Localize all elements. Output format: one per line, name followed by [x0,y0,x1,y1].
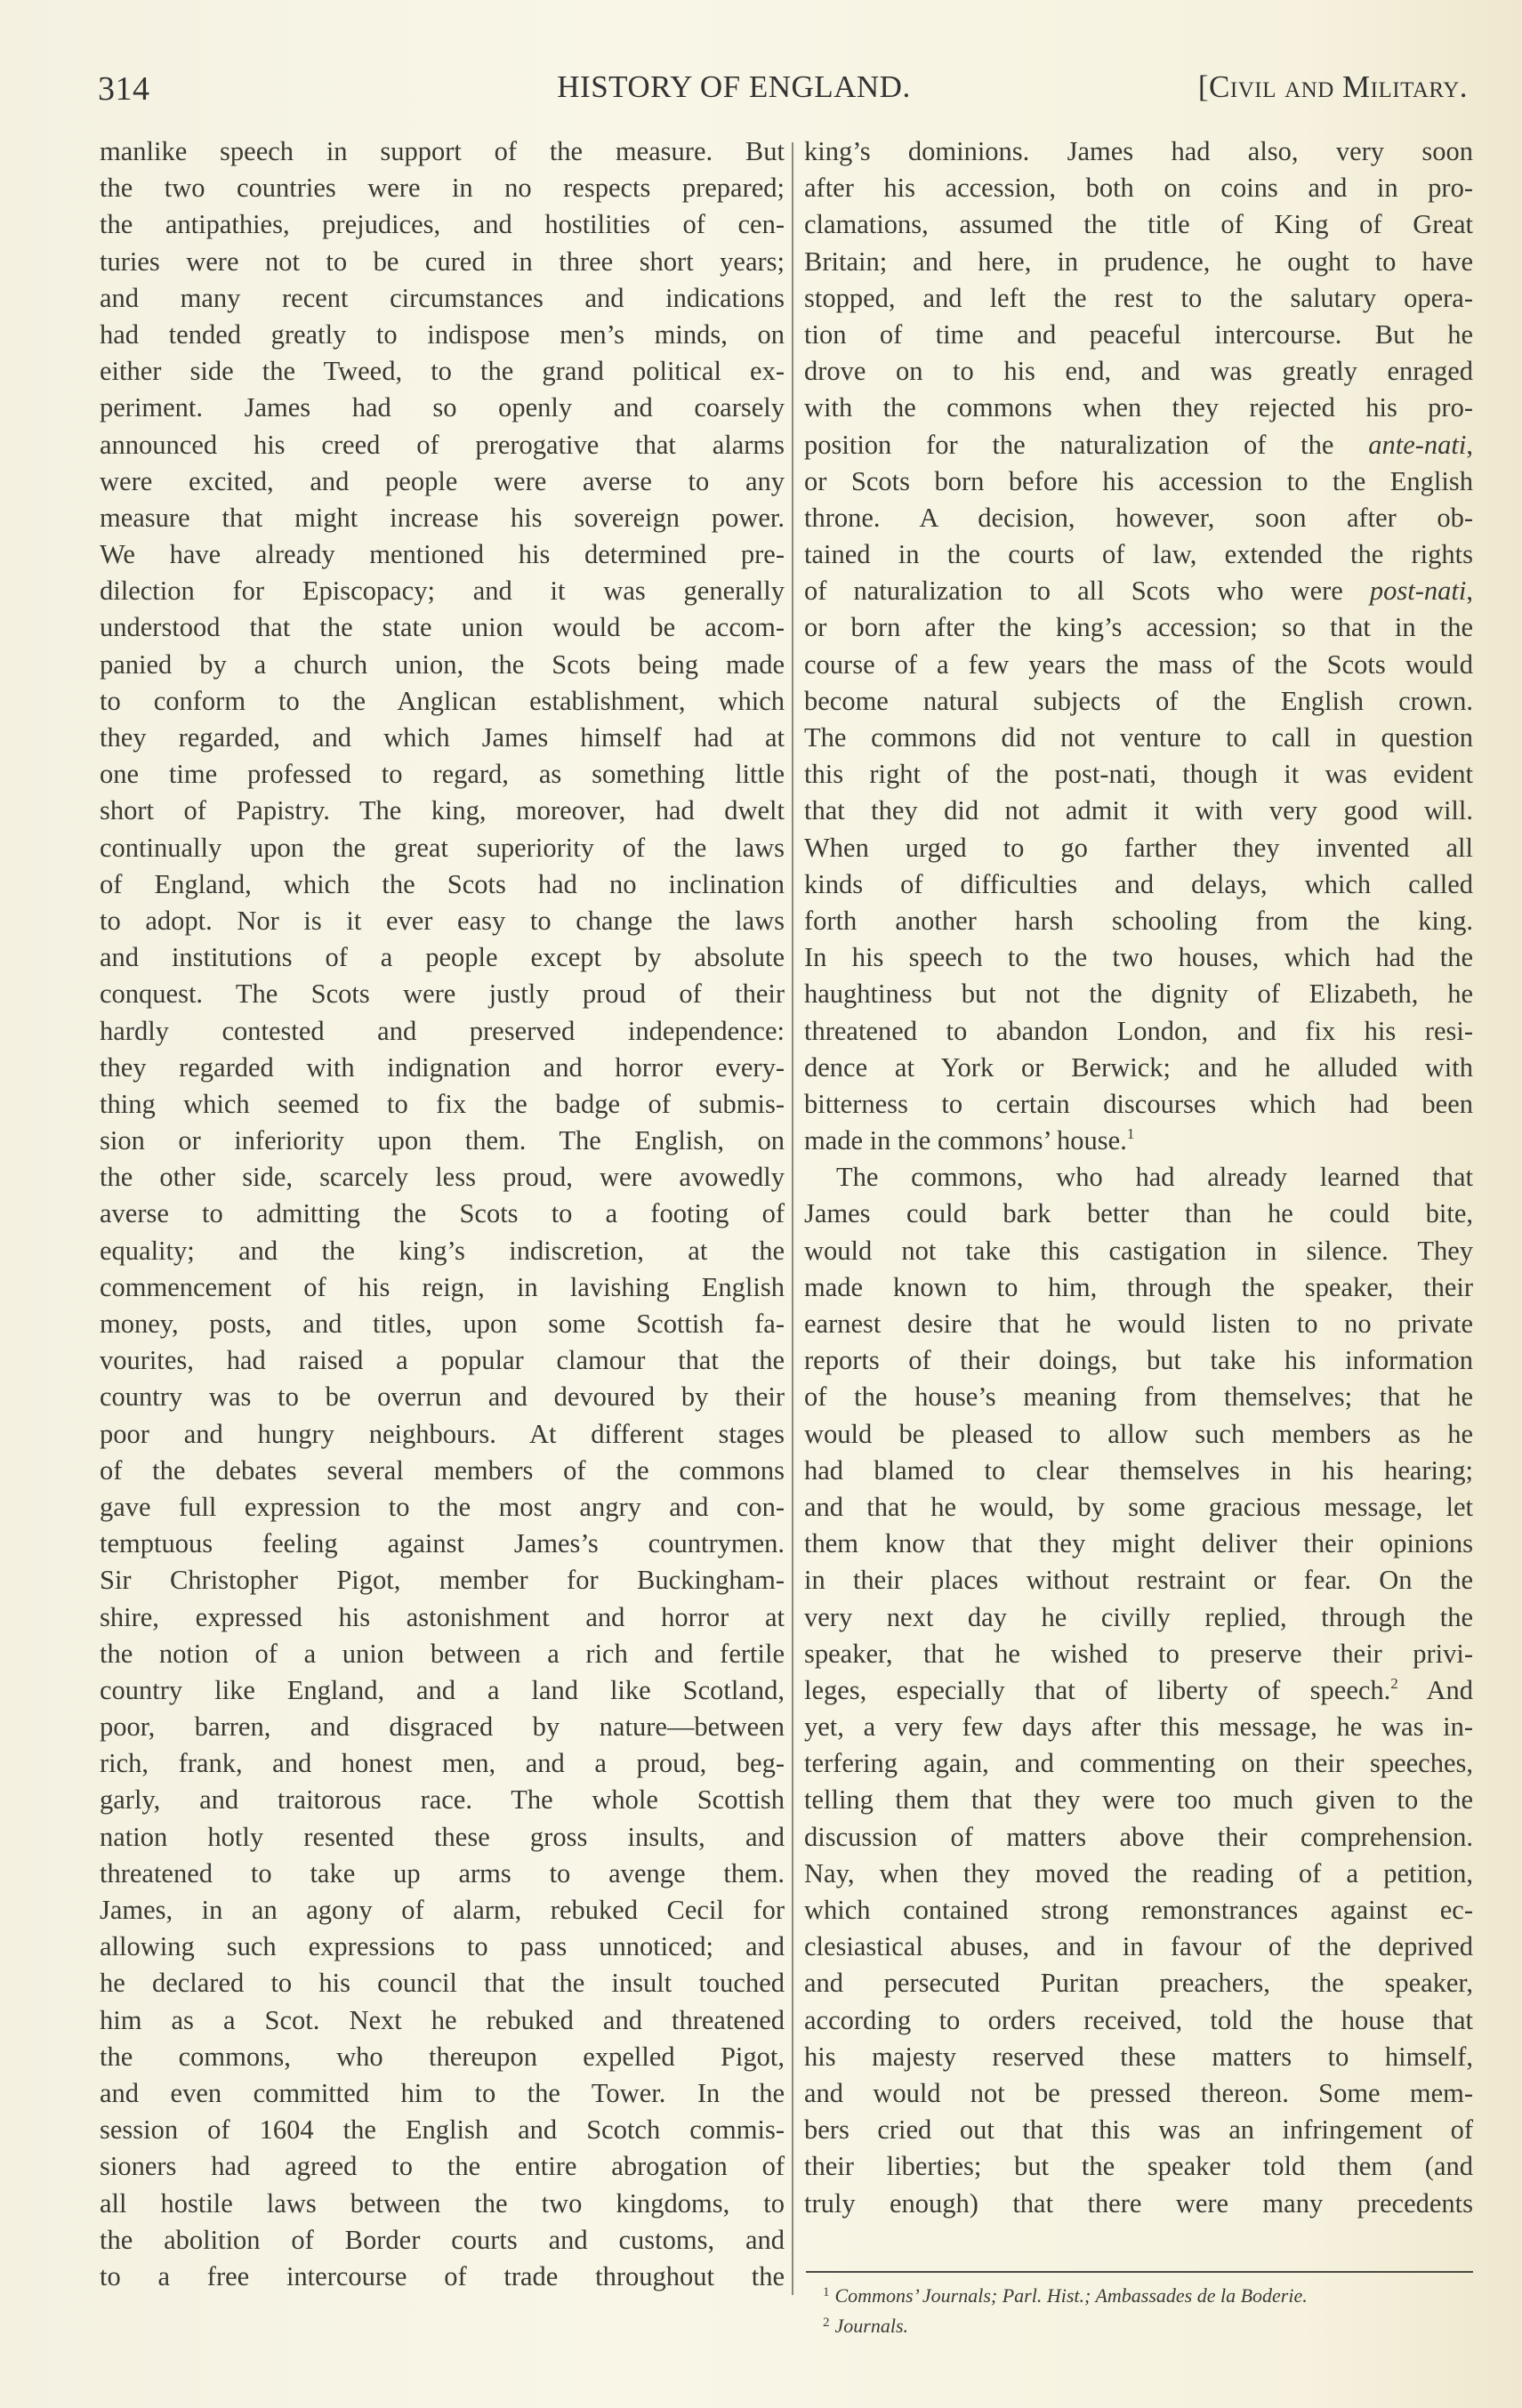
text-line: forth another harsh schooling from the king. [804,905,1473,936]
text-line: dence at York or Berwick; and he alluded with [804,1051,1473,1083]
text-line: the notion of a union between a rich and fertile [100,1638,785,1669]
column-divider [792,142,793,2295]
footnotes [823,2279,1472,2340]
text-line: truly enough) that there were many precedents [804,2187,1473,2219]
text-line: made known to him, through the speaker, their [804,1271,1473,1302]
page-number: 314 [98,70,150,108]
text-line: position for the naturalization of the ante-nati, [804,429,1473,460]
text-line: earnest desire that he would listen to no private [804,1309,1473,1339]
text-line: the other side, scarcely less proud, were avowedly [100,1162,785,1193]
text-line: very next day he civilly replied, through the [804,1601,1473,1632]
text-line: in their places without restraint or fear. On the [804,1565,1473,1596]
left-column [100,133,785,2295]
footnote-mark: 2 [823,2315,830,2330]
text-line: become natural subjects of the English crown. [804,685,1473,716]
text-line: James, in an agony of alarm, rebuked Cecil for [100,1895,785,1925]
italic-term-post-nati: post-nati [1369,576,1467,607]
text-line: country like England, and a land like Scotland, [100,1674,785,1705]
text-line: commencement of his reign, in lavishing English [100,1271,785,1302]
text-line: money, posts, and titles, upon some Scottish fa- [100,1309,785,1339]
text-line: tained in the courts of law, extended the rights [804,539,1473,570]
text-line: When urged to go farther they invented all [804,832,1473,863]
text-line: and that he would, by some gracious message, let [804,1491,1473,1522]
text-line: speaker, that he wished to preserve their privi- [804,1638,1473,1669]
text-line: rich, frank, and honest men, and a proud, beg- [100,1748,785,1779]
text-line: hardly contested and preserved independence: [100,1015,785,1046]
footnote-mark: 1 [823,2285,830,2299]
text-line: to conform to the Anglican establishment, which [100,685,785,716]
text-line: tion of time and peaceful intercourse. But he [804,318,1473,350]
text-line: would not take this castigation in silence. They [804,1235,1473,1266]
text-line: throne. A decision, however, soon after ob- [804,502,1473,533]
text-line: sion or inferiority upon them. The English, on [100,1125,785,1156]
text-line: would be pleased to allow such members as he [804,1418,1473,1449]
text-line: had tended greatly to indispose men’s minds, on [100,318,785,350]
text-line: the antipathies, prejudices, and hostilities of cen- [100,209,785,240]
text-line: drove on to his end, and was greatly enraged [804,356,1473,387]
text-line: kinds of difficulties and delays, which called [804,868,1473,899]
footnote-text: Journals. [834,2315,908,2337]
text-line: conquest. The Scots were justly proud of their [100,979,785,1010]
text-line: announced his creed of prerogative that alarms [100,429,785,460]
text-line: Britain; and here, in prudence, he ought to have [804,246,1473,277]
running-title: HISTORY OF ENGLAND. [557,69,911,104]
text-line: thing which seemed to fix the badge of submis- [100,1088,785,1119]
text-line: temptuous feeling against James’s countrymen. [100,1528,785,1559]
text-line: vourites, had raised a popular clamour that the [100,1345,785,1376]
text-line: stopped, and left the rest to the salutary opera- [804,282,1473,313]
text-line: discussion of matters above their comprehension. [804,1821,1473,1852]
text-line: to adopt. Nor is it ever easy to change the laws [100,905,785,936]
text-line: dilection for Episcopacy; and it was generally [100,576,785,607]
text-line: yet, a very few days after this message, he was in- [804,1711,1473,1743]
text-line: all hostile laws between the two kingdoms, to [100,2187,785,2219]
text-line: measure that might increase his sovereign power. [100,502,785,533]
text-line: made in the commons’ house.$^1$ [804,1125,1135,1156]
footnote-item [823,2309,1472,2340]
text-line: or born after the king’s accession; so that in the [804,612,1473,643]
text-line: In his speech to the two houses, which had the [804,942,1473,973]
text-line: manlike speech in support of the measure. But [100,136,785,166]
right-column [804,133,1473,2222]
text-line: averse to admitting the Scots to a footing of [100,1198,785,1229]
text-line: The commons did not venture to call in question [804,722,1473,753]
text-line: haughtiness but not the dignity of Elizabeth, he [804,979,1473,1010]
text-line: threatened to abandon London, and fix his resi- [804,1015,1473,1046]
text-line: their liberties; but the speaker told them (and [804,2151,1473,2182]
text-line: James could bark better than he could bite, [804,1198,1473,1229]
text-line: poor and hungry neighbours. At different stages [100,1418,785,1449]
text-line: after his accession, both on coins and in pro- [804,173,1473,204]
text-line: of naturalization to all Scots who were post-nati, [804,576,1473,607]
text-line: were excited, and people were averse to any [100,465,785,496]
text-line: periment. James had so openly and coarsely [100,392,785,423]
text-line: he declared to his council that the insult touched [100,1968,785,1999]
footnote-ref-1: 1 [1126,1125,1135,1143]
text-line: him as a Scot. Next he rebuked and threatened [100,2004,785,2035]
text-line: garly, and traitorous race. The whole Scottish [100,1784,785,1816]
text-line: turies were not to be cured in three short years; [100,246,785,277]
text-line: had blamed to clear themselves in his hearing; [804,1454,1473,1486]
text-line: and persecuted Puritan preachers, the speaker, [804,1968,1473,1999]
text-line: Nay, when they moved the reading of a petition, [804,1857,1473,1889]
text-line: they regarded with indignation and horror every- [100,1051,785,1083]
text-line: telling them that they were too much given to the [804,1784,1473,1816]
text-line: equality; and the king’s indiscretion, at the [100,1235,785,1266]
text-line: The commons, who had already learned that [836,1162,1473,1193]
text-line: clesiastical abuses, and in favour of the deprived [804,1931,1473,1962]
text-line: continually upon the great superiority of the laws [100,832,785,863]
text-line: panied by a church union, the Scots being made [100,648,785,680]
text-line: shire, expressed his astonishment and horror at [100,1601,785,1632]
text-line: allowing such expressions to pass unnoticed; and [100,1931,785,1962]
text-line: course of a few years the mass of the Scots would [804,648,1473,680]
text-line: clamations, assumed the title of King of Great [804,209,1473,240]
text-line: threatened to take up arms to avenge them. [100,1857,785,1889]
text-line: sioners had agreed to the entire abrogation of [100,2151,785,2182]
text-line: this right of the post-nati, though it was evident [804,759,1473,790]
text-line: and many recent circumstances and indications [100,282,785,313]
text-line: according to orders received, told the house that [804,2004,1473,2035]
section-title: [Civil and Military. [1197,69,1468,104]
text-line: terfering again, and commenting on their speeches, [804,1748,1473,1779]
text-line: nation hotly resented these gross insults, and [100,1821,785,1852]
text-line: the two countries were in no respects prepared; [100,173,785,204]
text-line: they regarded, and which James himself had at [100,722,785,753]
text-line: Sir Christopher Pigot, member for Buckingham- [100,1565,785,1596]
text-line: poor, barren, and disgraced by nature—between [100,1711,785,1743]
text-line: understood that the state union would be accom- [100,612,785,643]
text-line: the abolition of Border courts and customs, and [100,2224,785,2255]
text-line: We have already mentioned his determined pre- [100,539,785,570]
text-line: and would not be pressed thereon. Some mem- [804,2077,1473,2108]
text-line: king’s dominions. James had also, very soon [804,136,1473,166]
text-line: country was to be overrun and devoured by their [100,1381,785,1413]
running-header [98,69,1468,114]
footnote-item [823,2279,1472,2309]
text-line: and institutions of a people except by absolute [100,942,785,973]
text-line: which contained strong remonstrances against ec- [804,1895,1473,1925]
text-line: his majesty reserved these matters to himself, [804,2041,1473,2072]
text-line: bitterness to certain discourses which had been [804,1088,1473,1119]
text-line: or Scots born before his accession to the English [804,465,1473,496]
text-line: either side the Tweed, to the grand political ex- [100,356,785,387]
text-line: short of Papistry. The king, moreover, had dwelt [100,795,785,826]
text-line: reports of their doings, but take his information [804,1345,1473,1376]
text-line: session of 1604 the English and Scotch commis- [100,2114,785,2146]
text-line: leges, especially that of liberty of speech.$^2$ And [804,1674,1474,1705]
italic-term-ante-nati: ante-nati [1368,429,1467,460]
text-line: gave full expression to the most angry and con- [100,1491,785,1522]
text-line: them know that they might deliver their opinions [804,1528,1473,1559]
text-line: of England, which the Scots had no inclination [100,868,785,899]
text-line: that they did not admit it with very good will. [804,795,1473,826]
text-line: to a free intercourse of trade throughout the [100,2260,785,2291]
footnote-text: Commons’ Journals; Parl. Hist.; Ambassades de la Boderie. [834,2284,1308,2307]
footnote-rule [806,2271,1473,2273]
text-line: with the commons when they rejected his pro- [804,392,1473,423]
text-line: and even committed him to the Tower. In the [100,2077,785,2108]
text-line: bers cried out that this was an infringement of [804,2114,1473,2146]
text-line: one time professed to regard, as something little [100,759,785,790]
text-line: of the debates several members of the commons [100,1454,785,1486]
text-line: the commons, who thereupon expelled Pigot, [100,2041,785,2072]
footnote-ref-2: 2 [1390,1674,1398,1692]
text-line: of the house’s meaning from themselves; that he [804,1381,1473,1413]
